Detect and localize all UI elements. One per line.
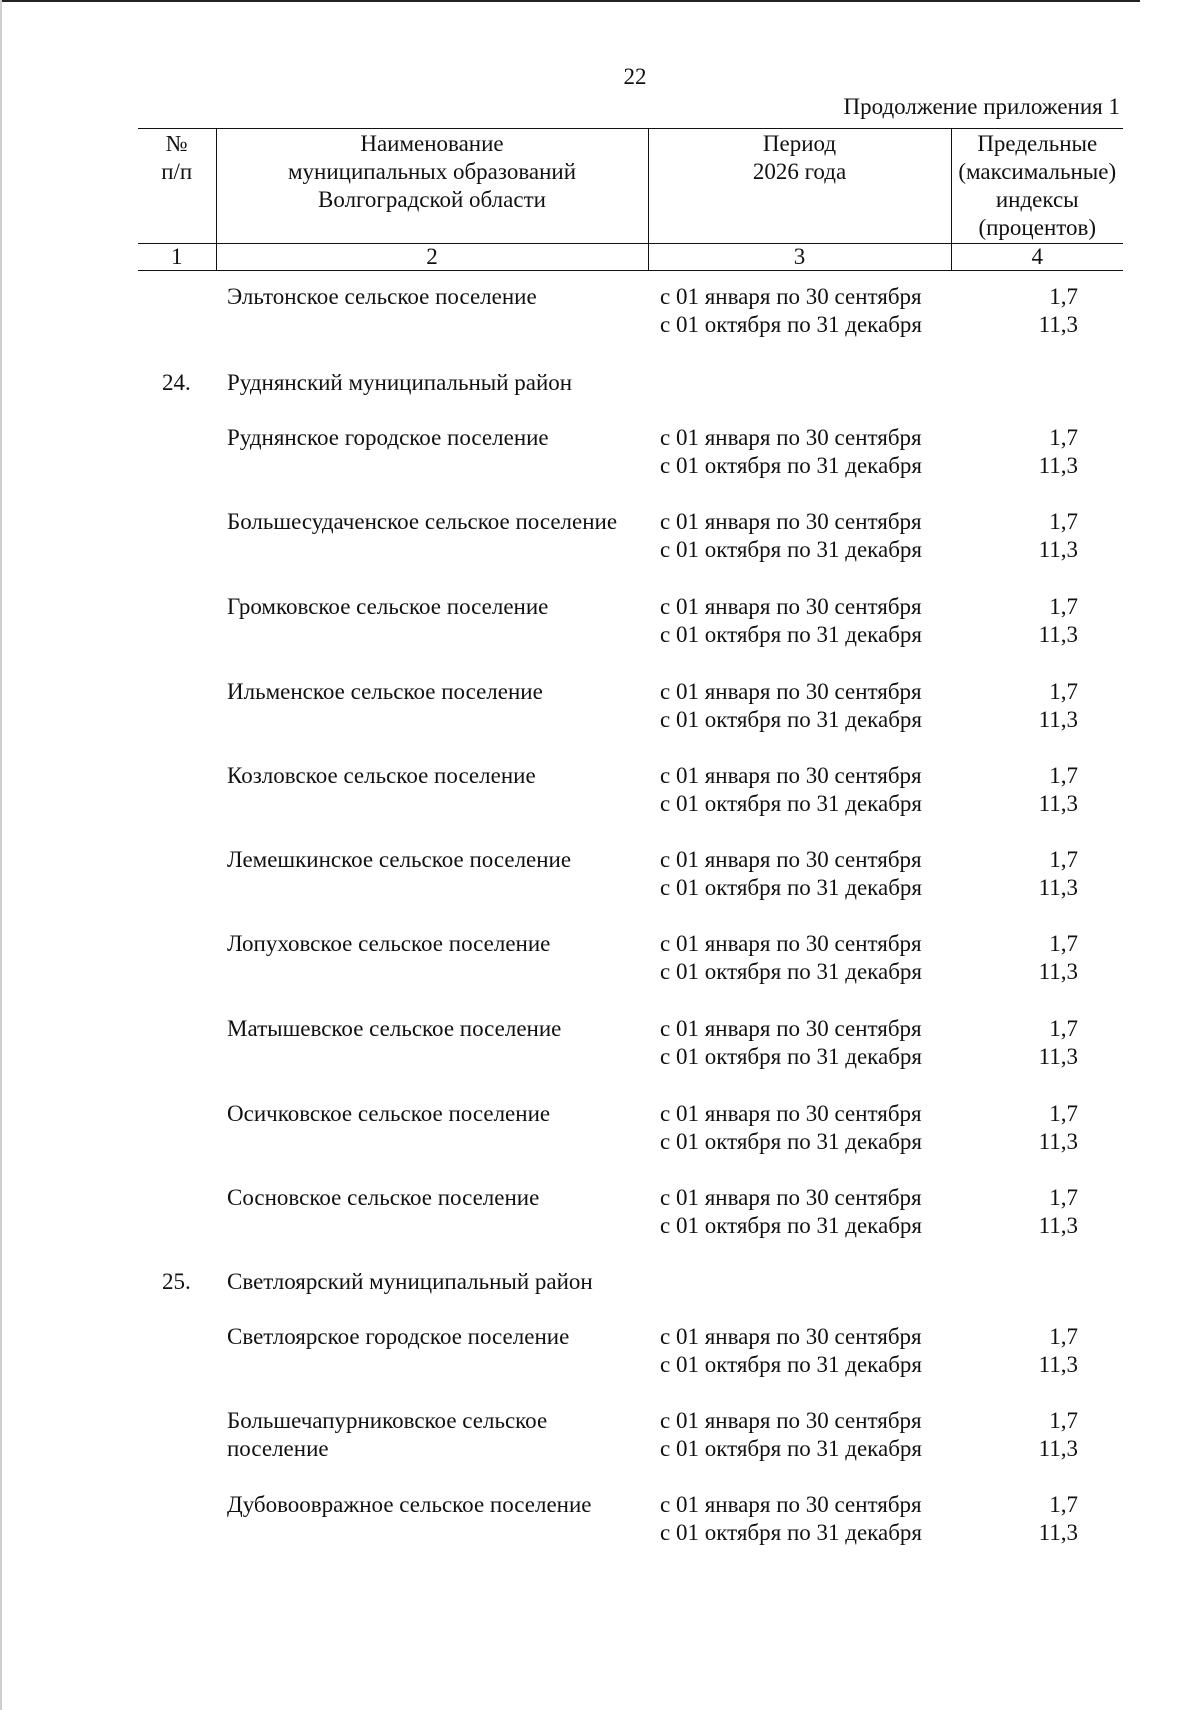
index-cell bbox=[1039, 846, 1078, 902]
table-row bbox=[0, 846, 1200, 902]
municipality-name bbox=[227, 424, 637, 452]
index-value: 11,3 bbox=[1038, 791, 1078, 816]
index-cell bbox=[1039, 678, 1078, 734]
index-value: 1,7 bbox=[1049, 847, 1078, 872]
table-row bbox=[0, 762, 1200, 818]
page-number: 22 bbox=[623, 64, 647, 89]
index-value: 1,7 bbox=[1049, 1101, 1078, 1126]
period-line: с 01 января по 30 сентября bbox=[660, 284, 922, 309]
index-cell bbox=[1039, 424, 1078, 480]
index-value: 11,3 bbox=[1038, 537, 1078, 562]
period-line: с 01 октября по 31 декабря bbox=[660, 537, 922, 562]
index-value: 1,7 bbox=[1049, 425, 1078, 450]
index-value: 1,7 bbox=[1049, 1185, 1078, 1210]
header-line: Предельные bbox=[977, 131, 1098, 156]
name-line: поселение bbox=[227, 1436, 329, 1461]
scan-edge-top bbox=[0, 0, 1140, 2]
index-cell bbox=[1039, 1184, 1078, 1240]
municipality-name bbox=[227, 1100, 637, 1128]
period-line: с 01 октября по 31 декабря bbox=[660, 622, 922, 647]
header-line: (процентов) bbox=[978, 215, 1097, 240]
column-number-cell: 3 bbox=[648, 244, 951, 271]
table-row bbox=[0, 593, 1200, 649]
name-line: Большечапурниковское сельское bbox=[227, 1408, 548, 1433]
table-row bbox=[0, 1184, 1200, 1240]
row-number: 24. bbox=[162, 370, 191, 395]
municipality-name bbox=[227, 1184, 637, 1212]
header-line: индексы bbox=[995, 187, 1079, 212]
index-value: 11,3 bbox=[1038, 622, 1078, 647]
index-value: 1,7 bbox=[1049, 679, 1078, 704]
period-line: с 01 октября по 31 декабря bbox=[660, 1129, 922, 1154]
appendix-note: Продолжение приложения 1 bbox=[843, 94, 1120, 119]
municipality-name bbox=[227, 593, 637, 621]
name-line: Большесудаченское сельское поселение bbox=[227, 509, 618, 534]
index-value: 11,3 bbox=[1038, 1436, 1078, 1461]
period-line: с 01 января по 30 сентября bbox=[660, 425, 922, 450]
period-line: с 01 октября по 31 декабря bbox=[660, 1352, 922, 1377]
row-number: 25. bbox=[162, 1269, 191, 1294]
index-cell bbox=[1039, 762, 1078, 818]
period-line: с 01 января по 30 сентября bbox=[660, 847, 922, 872]
index-cell bbox=[1039, 1491, 1078, 1547]
name-line: Козловское сельское поселение bbox=[227, 763, 536, 788]
municipality-name bbox=[227, 846, 637, 874]
period-cell bbox=[660, 283, 922, 339]
index-cell bbox=[1039, 930, 1078, 986]
district-name bbox=[227, 1268, 637, 1296]
period-line: с 01 октября по 31 декабря bbox=[660, 791, 922, 816]
header-line: Наименование bbox=[360, 131, 504, 156]
period-line: с 01 октября по 31 декабря bbox=[660, 1436, 922, 1461]
period-cell bbox=[660, 1491, 922, 1547]
table-header bbox=[138, 128, 1123, 271]
name-line: Осичковское сельское поселение bbox=[227, 1101, 551, 1126]
municipality-name bbox=[227, 508, 637, 536]
table-row bbox=[0, 1491, 1200, 1547]
period-line: с 01 октября по 31 декабря bbox=[660, 1213, 922, 1238]
name-line: Громковское сельское поселение bbox=[227, 594, 549, 619]
index-value: 1,7 bbox=[1049, 931, 1078, 956]
index-value: 1,7 bbox=[1049, 1492, 1078, 1517]
table-row bbox=[0, 1407, 1200, 1463]
name-line: Лемешкинское сельское поселение bbox=[227, 847, 572, 872]
period-cell bbox=[660, 678, 922, 734]
period-line: с 01 января по 30 сентября bbox=[660, 931, 922, 956]
index-value: 11,3 bbox=[1038, 1129, 1078, 1154]
period-cell bbox=[660, 1100, 922, 1156]
index-cell bbox=[1039, 1100, 1078, 1156]
period-cell bbox=[660, 1184, 922, 1240]
header-line: Волгоградской области bbox=[318, 187, 546, 212]
period-line: с 01 октября по 31 декабря bbox=[660, 1520, 922, 1545]
index-value: 11,3 bbox=[1038, 1520, 1078, 1545]
period-line: с 01 января по 30 сентября bbox=[660, 763, 922, 788]
period-cell bbox=[660, 846, 922, 902]
index-value: 1,7 bbox=[1049, 1324, 1078, 1349]
period-cell bbox=[660, 1015, 922, 1071]
index-value: 1,7 bbox=[1049, 509, 1078, 534]
period-line: с 01 января по 30 сентября bbox=[660, 1185, 922, 1210]
period-line: с 01 октября по 31 декабря bbox=[660, 312, 922, 337]
index-value: 11,3 bbox=[1038, 959, 1078, 984]
name-line: Руднянский муниципальный район bbox=[227, 370, 573, 395]
index-cell bbox=[1039, 1407, 1078, 1463]
municipality-name bbox=[227, 1015, 637, 1043]
name-line: Дубовоовражное сельское поселение bbox=[227, 1492, 592, 1517]
index-cell bbox=[1039, 283, 1078, 339]
name-line: Эльтонское сельское поселение bbox=[227, 284, 537, 309]
name-line: Ильменское сельское поселение bbox=[227, 679, 543, 704]
table-row bbox=[0, 1015, 1200, 1071]
header-index-column bbox=[951, 129, 1123, 244]
period-cell bbox=[660, 508, 922, 564]
municipality-name bbox=[227, 762, 637, 790]
header-line: № bbox=[165, 131, 188, 156]
period-cell bbox=[660, 1323, 922, 1379]
period-line: с 01 октября по 31 декабря bbox=[660, 453, 922, 478]
table-row bbox=[0, 424, 1200, 480]
period-line: с 01 января по 30 сентября bbox=[660, 1016, 922, 1041]
index-value: 11,3 bbox=[1038, 1352, 1078, 1377]
table-row bbox=[0, 1323, 1200, 1379]
table-row bbox=[0, 283, 1200, 339]
period-line: с 01 января по 30 сентября bbox=[660, 509, 922, 534]
period-line: с 01 января по 30 сентября bbox=[660, 594, 922, 619]
index-value: 11,3 bbox=[1038, 1213, 1078, 1238]
index-value: 1,7 bbox=[1049, 1408, 1078, 1433]
municipality-name bbox=[227, 1491, 637, 1519]
header-period-column bbox=[648, 129, 951, 244]
period-line: с 01 октября по 31 декабря bbox=[660, 875, 922, 900]
column-number-row bbox=[138, 244, 1123, 271]
period-line: с 01 января по 30 сентября bbox=[660, 1408, 922, 1433]
header-line: 2026 года bbox=[752, 159, 847, 184]
column-number-cell: 1 bbox=[138, 244, 216, 271]
period-line: с 01 января по 30 сентября bbox=[660, 1101, 922, 1126]
index-value: 11,3 bbox=[1038, 707, 1078, 732]
period-line: с 01 октября по 31 декабря bbox=[660, 1044, 922, 1069]
index-value: 11,3 bbox=[1038, 312, 1078, 337]
municipality-name bbox=[227, 1407, 637, 1463]
period-line: с 01 января по 30 сентября bbox=[660, 679, 922, 704]
period-line: с 01 января по 30 сентября bbox=[660, 1492, 922, 1517]
index-value: 1,7 bbox=[1049, 284, 1078, 309]
column-number-cell: 4 bbox=[951, 244, 1123, 271]
municipality-name bbox=[227, 930, 637, 958]
table-row bbox=[0, 1100, 1200, 1156]
header-name-column bbox=[216, 129, 648, 244]
name-line: Лопуховское сельское поселение bbox=[227, 931, 551, 956]
header-line: п/п bbox=[161, 159, 193, 184]
name-line: Светлоярское городское поселение bbox=[227, 1324, 570, 1349]
period-cell bbox=[660, 762, 922, 818]
period-cell bbox=[660, 1407, 922, 1463]
column-number-cell: 2 bbox=[216, 244, 648, 271]
period-cell bbox=[660, 930, 922, 986]
name-line: Матышевское сельское поселение bbox=[227, 1016, 562, 1041]
municipality-name bbox=[227, 283, 637, 311]
index-cell bbox=[1039, 508, 1078, 564]
index-cell bbox=[1039, 593, 1078, 649]
table-row bbox=[0, 1268, 1200, 1324]
name-line: Светлоярский муниципальный район bbox=[227, 1269, 593, 1294]
header-number-column bbox=[138, 129, 216, 244]
table-row bbox=[0, 930, 1200, 986]
index-value: 11,3 bbox=[1038, 453, 1078, 478]
index-value: 1,7 bbox=[1049, 1016, 1078, 1041]
table-row bbox=[0, 369, 1200, 425]
table-row bbox=[0, 678, 1200, 734]
period-line: с 01 октября по 31 декабря bbox=[660, 959, 922, 984]
index-value: 1,7 bbox=[1049, 594, 1078, 619]
name-line: Руднянское городское поселение bbox=[227, 425, 549, 450]
index-value: 1,7 bbox=[1049, 763, 1078, 788]
municipality-name bbox=[227, 678, 637, 706]
header-line: (максимальные) bbox=[958, 159, 1117, 184]
index-cell bbox=[1039, 1015, 1078, 1071]
period-cell bbox=[660, 593, 922, 649]
municipality-name bbox=[227, 1323, 637, 1351]
index-cell bbox=[1039, 1323, 1078, 1379]
district-name bbox=[227, 369, 637, 397]
table-row bbox=[0, 508, 1200, 564]
header-line: муниципальных образований bbox=[287, 159, 577, 184]
period-cell bbox=[660, 424, 922, 480]
period-line: с 01 октября по 31 декабря bbox=[660, 707, 922, 732]
period-line: с 01 января по 30 сентября bbox=[660, 1324, 922, 1349]
header-row bbox=[138, 129, 1123, 244]
header-line: Период bbox=[762, 131, 837, 156]
index-value: 11,3 bbox=[1038, 1044, 1078, 1069]
name-line: Сосновское сельское поселение bbox=[227, 1185, 540, 1210]
index-value: 11,3 bbox=[1038, 875, 1078, 900]
